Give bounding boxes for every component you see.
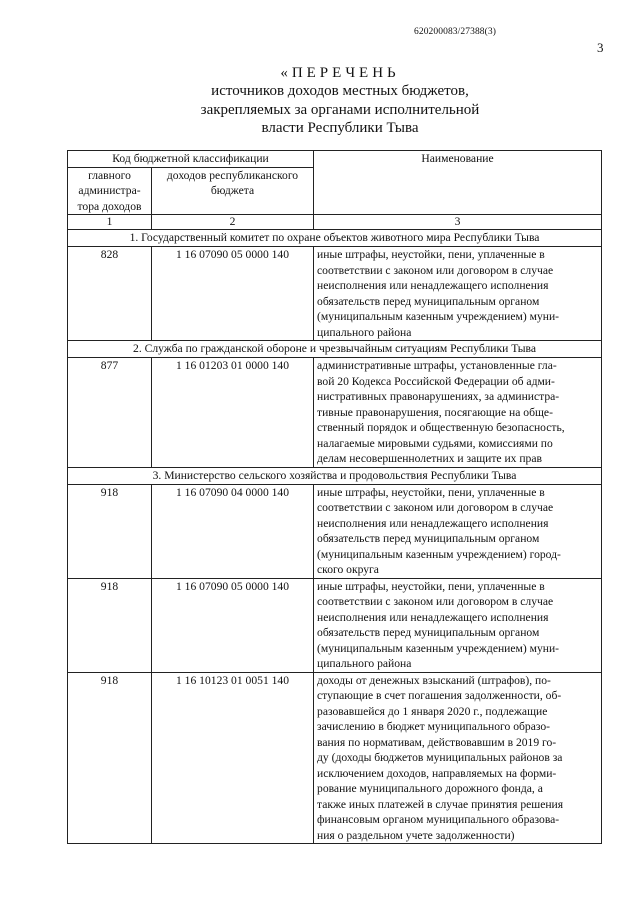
admin-code-cell: 918 <box>68 484 152 578</box>
section-title: 3. Министерство сельского хозяйства и продовольствия Республики Тыва <box>68 467 602 484</box>
section-row <box>68 230 602 247</box>
table-row <box>68 358 602 468</box>
name-line: (муниципальным казенным учреждением) муни- <box>317 641 560 655</box>
name-line: ственный порядок и общественную безопасность, <box>317 421 565 434</box>
name-line: вой 20 Кодекса Российской Федерации об адми- <box>317 374 555 388</box>
name-line: налагаемые мировыми судьями, комиссиями по <box>317 436 553 450</box>
name-line: обязательств перед муниципальным органом <box>317 626 540 639</box>
header-row-1 <box>68 151 602 168</box>
name-line: ступающие в счет погашения задолженности, об- <box>317 689 562 702</box>
name-line: соответствии с законом или договором в случае <box>317 263 554 277</box>
name-line: неисполнения или ненадлежащего исполнения <box>317 279 549 292</box>
name-line: обязательств перед муниципальным органом <box>317 294 540 308</box>
title-line: источников доходов местных бюджетов, <box>211 83 469 99</box>
admin-code-cell: 877 <box>68 358 152 468</box>
name-line: ния о раздельном учете задолженности) <box>317 828 515 842</box>
revenue-header-line: доходов республиканского <box>166 168 299 182</box>
name-line: тивные правонарушения, посягающие на обще- <box>317 405 553 419</box>
name-line: неисполнения или ненадлежащего исполнения <box>317 610 549 624</box>
name-line: ского округа <box>317 563 379 576</box>
table-row <box>68 578 602 672</box>
admin-header <box>68 167 152 215</box>
name-line: (муниципальным казенным учреждением) город- <box>317 547 561 561</box>
name-line: административные штрафы, установленные гла- <box>317 359 557 372</box>
name-header: Наименование <box>314 151 602 215</box>
admin-code-cell: 918 <box>68 578 152 672</box>
admin-header-line: главного <box>88 168 131 182</box>
title-line: закрепляемых за органами исполнительной <box>200 101 480 118</box>
name-line: зачислению в бюджет муниципального образо- <box>317 720 551 733</box>
document-title <box>130 64 550 138</box>
name-line: (муниципальным казенным учреждением) муни- <box>317 310 560 323</box>
document-code: 620200083/27388(3) <box>414 27 497 37</box>
name-line: делам несовершеннолетних и защите их прав <box>317 452 542 465</box>
column-numbers-row <box>68 215 602 230</box>
admin-code-cell: 918 <box>68 672 152 844</box>
table-row <box>68 672 602 844</box>
title-line: власти Республики Тыва <box>261 120 419 136</box>
section-row <box>68 467 602 484</box>
name-line: вания по нормативам, действовавшим в 2019 го- <box>317 735 557 749</box>
table-row <box>68 484 602 578</box>
name-line: соответствии с законом или договором в случае <box>317 501 554 514</box>
table-row <box>68 247 602 341</box>
name-line: иные штрафы, неустойки, пени, уплаченные в <box>317 485 545 499</box>
name-cell <box>314 672 602 844</box>
revenue-code-cell: 1 16 10123 01 0051 140 <box>152 672 314 844</box>
page-number: 3 <box>597 40 604 55</box>
name-line: нистративных правонарушениях, за администра- <box>317 390 560 403</box>
name-cell <box>314 484 602 578</box>
column-number: 2 <box>152 215 314 230</box>
admin-header-line: администра- <box>78 184 141 197</box>
revenue-header-line: бюджета <box>210 184 255 197</box>
name-cell <box>314 358 602 468</box>
column-number: 1 <box>68 215 152 230</box>
name-line: соответствии с законом или договором в случае <box>317 595 554 608</box>
name-line: ципального района <box>317 657 412 670</box>
revenue-code-cell: 1 16 07090 05 0000 140 <box>152 578 314 672</box>
name-line: исключением доходов, направляемых на форми- <box>317 766 557 780</box>
revenue-code-cell: 1 16 07090 05 0000 140 <box>152 247 314 341</box>
name-line: доходы от денежных взысканий (штрафов), по- <box>317 673 551 687</box>
revenue-code-cell: 1 16 01203 01 0000 140 <box>152 358 314 468</box>
title-main: «ПЕРЕЧЕНЬ <box>280 65 400 81</box>
name-line: разовавшейся до 1 января 2020 г., подлежащие <box>317 704 548 718</box>
admin-code-cell: 828 <box>68 247 152 341</box>
name-line: обязательств перед муниципальным органом <box>317 532 540 545</box>
name-line: неисполнения или ненадлежащего исполнения <box>317 516 549 530</box>
admin-header-line: тора доходов <box>77 199 142 213</box>
name-line: ципального района <box>317 325 412 339</box>
name-cell <box>314 247 602 341</box>
name-line: иные штрафы, неустойки, пени, уплаченные в <box>317 579 545 593</box>
name-line: рование муниципального дорожного фонда, а <box>317 782 543 795</box>
name-line: также иных платежей в случае принятия решения <box>317 797 564 811</box>
section-title: 2. Служба по гражданской обороне и чрезвычайным ситуациям Республики Тыва <box>68 341 602 358</box>
section-title: 1. Государственный комитет по охране объектов животного мира Республики Тыва <box>68 230 602 247</box>
revenue-code-cell: 1 16 07090 04 0000 140 <box>152 484 314 578</box>
kbk-header: Код бюджетной классификации <box>68 151 314 168</box>
section-row <box>68 341 602 358</box>
column-number: 3 <box>314 215 602 230</box>
name-line: финансовым органом муниципального образова- <box>317 813 560 826</box>
name-line: иные штрафы, неустойки, пени, уплаченные в <box>317 248 545 261</box>
revenue-sources-table <box>67 150 602 844</box>
name-line: ду (доходы бюджетов муниципальных районов за <box>317 751 563 764</box>
revenue-header <box>152 167 314 215</box>
name-cell <box>314 578 602 672</box>
